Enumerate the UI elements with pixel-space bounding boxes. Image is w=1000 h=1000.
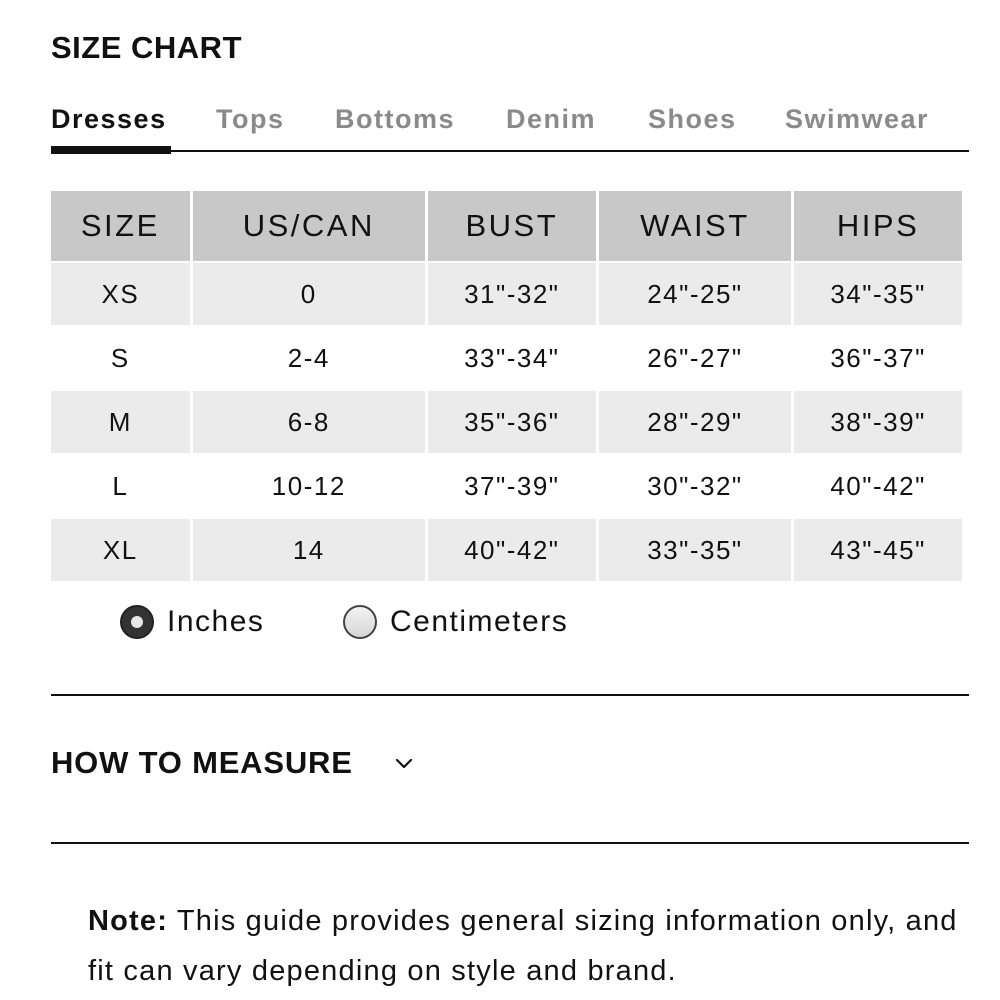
- how-to-measure-toggle[interactable]: [51, 745, 415, 781]
- unit-option-centimeters[interactable]: [343, 605, 568, 639]
- note-text: This guide provides general sizing information only, and fit can vary depending on style and brand.: [88, 905, 958, 987]
- cell-size: XL: [51, 517, 190, 581]
- column-header-size: SIZE: [51, 191, 190, 261]
- cell-us-can: 14: [193, 517, 425, 581]
- cell-bust: 40"-42": [428, 517, 596, 581]
- section-divider: [51, 842, 969, 844]
- cell-size: XS: [51, 261, 190, 325]
- tab-denim[interactable]: Denim: [506, 104, 597, 134]
- cell-size: L: [51, 453, 190, 517]
- cell-waist: 33"-35": [599, 517, 791, 581]
- cell-hips: 34"-35": [794, 261, 962, 325]
- inches-label: Inches: [167, 605, 265, 638]
- cell-us-can: 0: [193, 261, 425, 325]
- column-header-us-can: US/CAN: [193, 191, 425, 261]
- cell-hips: 36"-37": [794, 325, 962, 389]
- cell-us-can: 6-8: [193, 389, 425, 453]
- cell-bust: 35"-36": [428, 389, 596, 453]
- cell-bust: 33"-34": [428, 325, 596, 389]
- cell-size: S: [51, 325, 190, 389]
- column-header-hips: HIPS: [794, 191, 962, 261]
- cell-us-can: 2-4: [193, 325, 425, 389]
- cell-bust: 37"-39": [428, 453, 596, 517]
- table-row: [51, 325, 962, 389]
- active-tab-indicator: [51, 146, 171, 154]
- cell-waist: 28"-29": [599, 389, 791, 453]
- cell-waist: 26"-27": [599, 325, 791, 389]
- category-tabs: [51, 100, 969, 152]
- table-row: [51, 517, 962, 581]
- tab-swimwear[interactable]: Swimwear: [785, 104, 930, 134]
- sizing-note: [88, 896, 968, 996]
- cell-hips: 43"-45": [794, 517, 962, 581]
- cell-size: M: [51, 389, 190, 453]
- cell-hips: 40"-42": [794, 453, 962, 517]
- cell-waist: 30"-32": [599, 453, 791, 517]
- section-divider: [51, 694, 969, 696]
- page-title: SIZE CHART: [51, 30, 242, 65]
- table-header-row: [51, 191, 962, 261]
- column-header-bust: BUST: [428, 191, 596, 261]
- size-table: [48, 191, 965, 581]
- cell-bust: 31"-32": [428, 261, 596, 325]
- centimeters-radio[interactable]: [343, 605, 377, 639]
- cell-hips: 38"-39": [794, 389, 962, 453]
- note-label: Note:: [88, 905, 169, 937]
- how-to-measure-title: HOW TO MEASURE: [51, 745, 353, 780]
- tab-tops[interactable]: Tops: [216, 104, 285, 134]
- tab-shoes[interactable]: Shoes: [648, 104, 737, 134]
- table-row: [51, 389, 962, 453]
- inches-radio[interactable]: [120, 605, 154, 639]
- table-row: [51, 453, 962, 517]
- tab-dresses[interactable]: Dresses: [51, 104, 167, 134]
- unit-option-inches[interactable]: [120, 605, 264, 639]
- tab-bottoms[interactable]: Bottoms: [335, 104, 455, 134]
- cell-waist: 24"-25": [599, 261, 791, 325]
- chevron-down-icon: [393, 752, 415, 774]
- table-row: [51, 261, 962, 325]
- cell-us-can: 10-12: [193, 453, 425, 517]
- column-header-waist: WAIST: [599, 191, 791, 261]
- centimeters-label: Centimeters: [390, 605, 569, 638]
- tabs-divider: [51, 150, 969, 152]
